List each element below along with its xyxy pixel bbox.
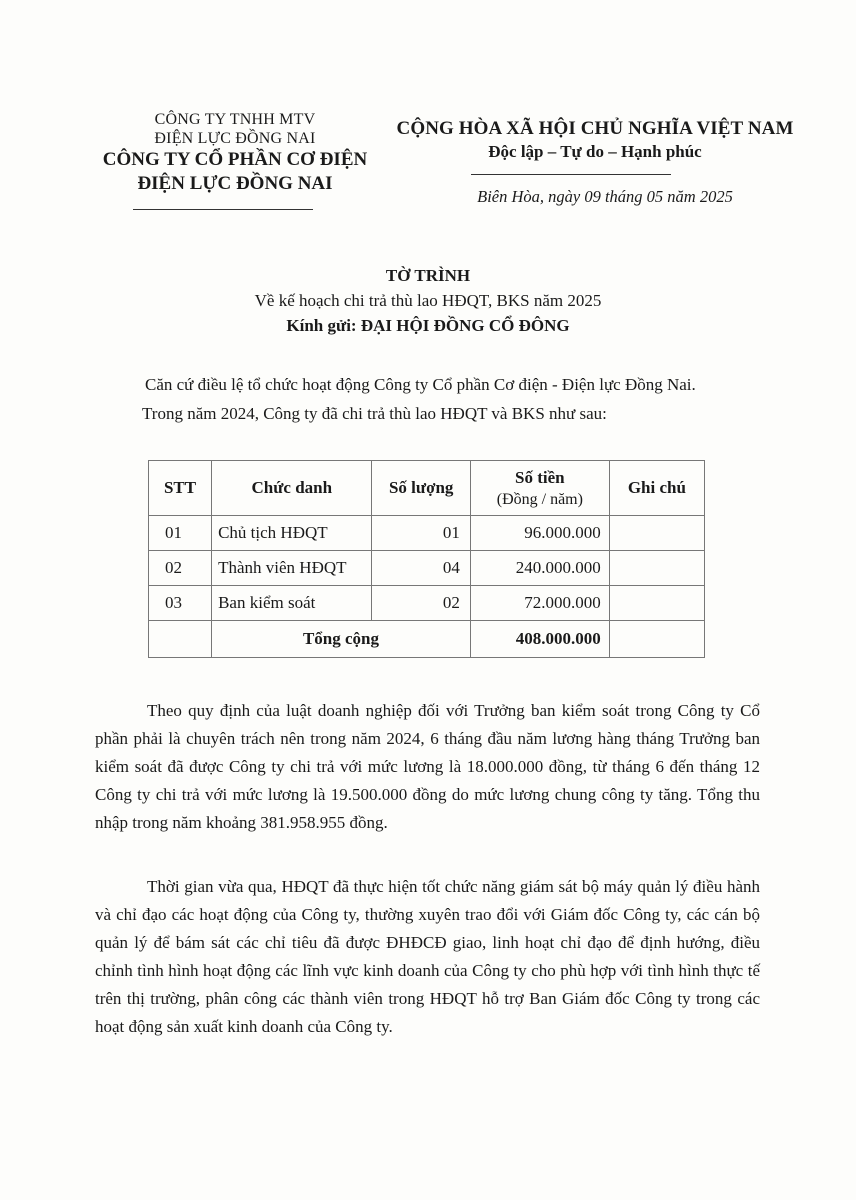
cell-amount: 240.000.000 xyxy=(470,551,609,586)
cell-note xyxy=(609,586,704,621)
document-recipient: Kính gửi: ĐẠI HỘI ĐỒNG CỔ ĐÔNG xyxy=(286,316,570,335)
intro-paragraph-1: Căn cứ điều lệ tổ chức hoạt động Công ty Cổ phần Cơ điện - Điện lực Đồng Nai. xyxy=(145,375,696,394)
cell-amount: 96.000.000 xyxy=(470,516,609,551)
header-amount xyxy=(470,461,609,516)
cell-amount: 72.000.000 xyxy=(470,586,609,621)
cell-qty: 02 xyxy=(372,586,470,621)
body-paragraph-1 xyxy=(95,697,760,837)
intro-section xyxy=(142,370,805,428)
header-role: Chức danh xyxy=(212,461,372,516)
cell-total-blank xyxy=(149,621,212,658)
intro-paragraph-2: Trong năm 2024, Công ty đã chi trả thù lao HĐQT và BKS như sau: xyxy=(142,404,607,423)
country-name: CỘNG HÒA XÃ HỘI CHỦ NGHĨA VIỆT NAM xyxy=(396,118,794,139)
cell-stt: 03 xyxy=(149,586,212,621)
cell-qty: 01 xyxy=(372,516,470,551)
remuneration-table xyxy=(148,460,705,658)
title-block xyxy=(0,263,856,339)
header-amount-unit: (Đồng / năm) xyxy=(496,490,583,508)
cell-role: Chủ tịch HĐQT xyxy=(212,516,372,551)
document-title: TỜ TRÌNH xyxy=(385,266,471,285)
total-amount: 408.000.000 xyxy=(470,621,609,658)
table-header-row xyxy=(149,461,705,516)
issuer-block xyxy=(80,110,390,196)
cell-note xyxy=(609,516,704,551)
cell-stt: 01 xyxy=(149,516,212,551)
table-total-row xyxy=(149,621,705,658)
table-row xyxy=(149,551,705,586)
company-name-line2: ĐIỆN LỰC ĐỒNG NAI xyxy=(137,173,333,194)
table-row xyxy=(149,516,705,551)
cell-total-note xyxy=(609,621,704,658)
place-date: Biên Hòa, ngày 09 tháng 05 năm 2025 xyxy=(477,187,733,206)
paragraph-text: Theo quy định của luật doanh nghiệp đối với Trưởng ban kiểm soát trong Công ty Cổ phần phải là chuyên trách nên trong năm 2024, 6 tháng đầu năm lương hàng tháng Trưởng ban kiểm soát đã được Công ty chi trả với mức lương là 18.000.000 đồng, từ tháng 6 đến tháng 12 Công ty chi trả với mức lương là 19.500.000 đồng do mức lương chung công ty tăng. Tổng thu nhập trong năm khoảng 381.958.955 đồng. xyxy=(95,701,760,832)
cell-note xyxy=(609,551,704,586)
paragraph-text: Thời gian vừa qua, HĐQT đã thực hiện tốt chức năng giám sát bộ máy quản lý điều hành và chỉ đạo các hoạt động của Công ty, thường xuyên trao đổi với Giám đốc Công ty, các cán bộ quản lý để bám sát các chỉ tiêu đã được ĐHĐCĐ giao, linh hoạt chỉ đạo để định hướng, điều chỉnh tình hình hoạt động các lĩnh vực kinh doanh của Công ty cho phù hợp với tình hình thực tế trên thị trường, phân công các thành viên trong HĐQT hỗ trợ Ban Giám đốc Công ty trong các hoạt động sản xuất kinh doanh của Công ty. xyxy=(95,877,760,1036)
cell-role: Ban kiểm soát xyxy=(212,586,372,621)
issuer-underline xyxy=(133,209,313,210)
cell-qty: 04 xyxy=(372,551,470,586)
body-paragraph-2 xyxy=(95,873,760,1041)
cell-role: Thành viên HĐQT xyxy=(212,551,372,586)
company-name-line1: CÔNG TY CỔ PHẦN CƠ ĐIỆN xyxy=(102,149,368,170)
header-qty: Số lượng xyxy=(372,461,470,516)
document-subject: Về kế hoạch chi trả thù lao HĐQT, BKS năm 2025 xyxy=(254,291,602,310)
parent-company-line2: ĐIỆN LỰC ĐỒNG NAI xyxy=(154,130,316,147)
parent-company-line1: CÔNG TY TNHH MTV xyxy=(154,111,316,128)
national-motto: Độc lập – Tự do – Hạnh phúc xyxy=(488,142,702,161)
table-row xyxy=(149,586,705,621)
header-note: Ghi chú xyxy=(609,461,704,516)
header-amount-label: Số tiền xyxy=(515,467,565,487)
cell-stt: 02 xyxy=(149,551,212,586)
header-stt: STT xyxy=(149,461,212,516)
national-heading xyxy=(355,117,835,163)
total-label: Tổng cộng xyxy=(212,621,471,658)
motto-underline xyxy=(471,174,671,175)
